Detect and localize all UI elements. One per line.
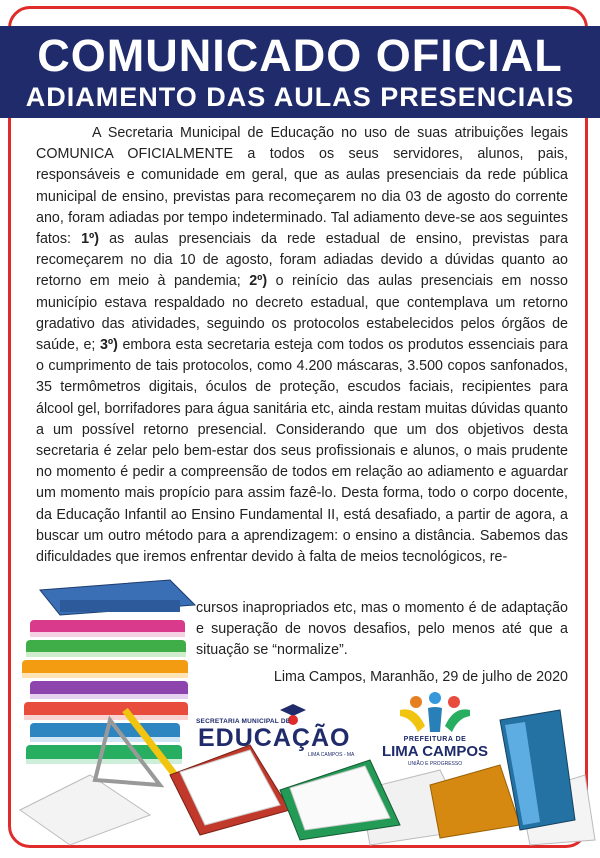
item-marker-3: 3º) (99, 337, 118, 354)
item-marker-1: 1º) (81, 231, 100, 248)
body-text-part-2: as aulas presenciais da rede estadual de ensino, previstas para recomeçarem no dia 10 de agosto, foram adiadas devido a dúvidas quanto ao retorno em meio à pandemia; (36, 231, 568, 290)
announcement-paragraph (36, 123, 568, 568)
education-secretariat-logo (196, 700, 366, 760)
education-logo-name: EDUCAÇÃO (198, 724, 351, 752)
date-line: Lima Campos, Maranhão, 29 de julho de 2020 (273, 669, 568, 685)
page-title: COMUNICADO OFICIAL (37, 30, 563, 81)
book-stack (22, 580, 195, 764)
people-emblem-icon (380, 692, 490, 736)
page-subtitle: ADIAMENTO DAS AULAS PRESENCIAIS (25, 82, 575, 112)
prefeitura-logo (380, 692, 490, 772)
prefeitura-logo-caption: PREFEITURA DE (403, 736, 467, 743)
education-logo-caption: SECRETARIA MUNICIPAL DE (196, 718, 291, 725)
prefeitura-logo-name: LIMA CAMPOS (381, 743, 489, 760)
announcement-body (36, 123, 568, 568)
item-marker-2: 2º) (249, 273, 268, 290)
body-text-part-3: o reinício das aulas presenciais em nosso município estava respaldado no decreto estadual, que contemplava um retorno gradativo das atividades, seguindo os protocolos estabelecidos pelos órgãos de saúde, e; (36, 273, 568, 354)
education-logo-location: LIMA CAMPOS - MA (308, 752, 355, 758)
body-text-part-1: A Secretaria Municipal de Educação no uso de suas atribuições legais COMUNICA OFICIALMENTE a todos os seus servidores, alunos, pais, responsáveis e comunidade em geral, que as aulas presenciais da rede pública municipal de ensino, previstas para recomeçarem no dia 03 de agosto do corrente ano, foram adiadas por tempo indeterminado. Tal adiamento deve-se aos seguintes fatos: (36, 125, 568, 248)
open-book-green (280, 760, 400, 840)
body-text-part-4: embora esta secretaria esteja com todos os produtos essenciais para o cumprimento de tais protocolos, como 4.200 máscaras, 3.500 copos sanfonados, 35 termômetros digitais, óculos de proteção, escudos faciais, recipientes para álcool gel, borrifadores para água sanitária etc, ainda restam muitas dúvidas quanto a um possível retorno presencial. Considerando que um dos objetivos desta secretaria é zelar pelo bem-estar dos seus profissionais e alunos, o mais prudente no momento é pedir a compreensão de todos em relação ao adiamento e aguardar um momento mais propício para assim fazê-lo. Desta forma, todo o corpo docente, da Educação Infantil ao Ensino Fundamental II, está desafiado, a partir de agora, a buscar um outro método para a aprendizagem: o ensino a distância. Sabemos das dificuldades que iremos enfrentar devido à falta de meios tecnológicos, re- (36, 337, 568, 566)
tail-paragraph: cursos inapropriados etc, mas o momento é de adaptação e superação de novos desafios, pelo menos até que a situação se “normalize”. (196, 600, 568, 659)
prefeitura-logo-motto: UNIÃO E PROGRESSO (407, 761, 463, 767)
